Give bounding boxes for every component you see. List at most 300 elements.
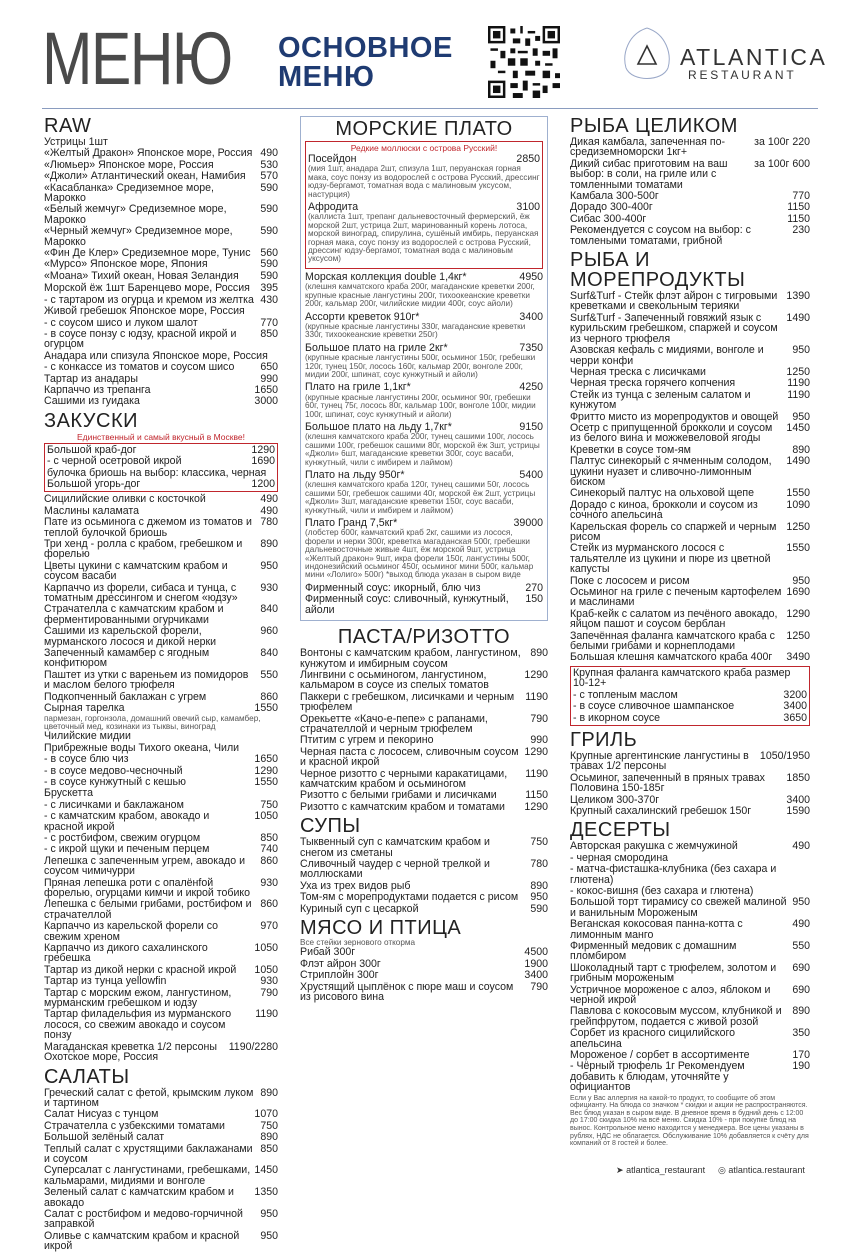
item-name: Surf&Turf - Запеченный говяжий язык с курильским гребешком, спаржей и соусом из черного трюфеля (570, 311, 778, 345)
item-name: Оливье с камчатским крабом и красной икрой (44, 1229, 240, 1253)
plate-price: 3100 (516, 201, 540, 214)
item-name: Дорадо 300-400г (570, 201, 653, 214)
item-price: 740 (260, 843, 278, 856)
item-name: Запечённая фаланга камчатского краба с белыми грибами и корнеплодами (570, 629, 775, 653)
item-name: Тыквенный суп с камчатским крабом и снегом из сметаны (300, 836, 490, 859)
menu-item (44, 731, 278, 741)
section-title-meat: МЯСО И ПТИЦА (300, 917, 462, 940)
menu-item (570, 652, 810, 662)
menu-item (570, 202, 810, 212)
item-price: 1290 (524, 800, 548, 813)
item-price: 490 (260, 504, 278, 517)
menu-item (570, 488, 810, 498)
rare-shellfish-box (305, 141, 543, 269)
item-price: 490 (792, 840, 810, 853)
item-price: 780 (260, 516, 278, 529)
item-price: 3000 (254, 395, 278, 408)
menu-item (44, 271, 278, 281)
menu-item (570, 864, 810, 885)
item-name: Тартар из дикой нерки с красной икрой (44, 963, 237, 976)
menu-item (573, 701, 807, 711)
item-name: Мороженое / сорбет в ассортименте (570, 1049, 750, 1062)
mussels-list (44, 731, 278, 787)
item-name: Тартар с морским ежом, лангустином, мурманским гребешком и юдзу (44, 986, 232, 1010)
desserts-list (570, 841, 810, 1092)
item-name: - с лисичками и баклажаном (44, 798, 184, 811)
menu-item (44, 1132, 278, 1142)
item-name: Дикий сибас приготовим на ваш выбор: в соли, на гриле или с томленными томатами (570, 157, 728, 191)
item-price: 950 (260, 1207, 278, 1220)
item-price: 840 (260, 647, 278, 660)
item-name: Устричное мороженое с алоэ, яблоком и черной икрой (570, 983, 771, 1007)
item-name: Подкопченный баклажан с угрем (44, 690, 207, 703)
item-name: - черная смородина (570, 851, 669, 864)
item-price: 570 (260, 170, 278, 183)
menu-item (570, 609, 810, 630)
item-price: 3400 (783, 700, 807, 713)
item-name: булочка бриошь на выбор: классика, черная (47, 466, 267, 479)
menu-item (44, 766, 278, 776)
item-name: Крупный сахалинский гребешок 150г (570, 804, 752, 817)
item-price: 350 (792, 1027, 810, 1040)
item-name: Карпаччо из карельской форели со свежим хреном (44, 920, 219, 943)
item-name: Салат с ростбифом и медово-горчичной заправкой (44, 1207, 243, 1231)
item-price: 590 (260, 225, 278, 238)
menu-item (44, 800, 278, 810)
item-name: Флэт айрон 300г (300, 957, 381, 970)
item-name: Стриплойн 300г (300, 969, 379, 982)
item-price: 890 (792, 443, 810, 456)
menu-item (570, 522, 810, 543)
item-price: 950 (260, 559, 278, 572)
item-name: Камбала 300-500г (570, 190, 659, 203)
item-price: 1690 (786, 586, 810, 599)
item-name: Живой гребешок Японское море, Россия (44, 305, 245, 318)
item-price: 1190 (787, 388, 810, 401)
footnote: Если у Вас аллергия на какой-то продукт, то сообщите об этом официанту. На блюда со значком * скидки и акции не распространяются. Вес блюд указан в сыром виде. В дневное время в будний день с 12:00 до 17:00 скидка 10% на всё меню. Скидка 10% - при покупке блюд на вынос. Контрольное меню находится у менеджера. Все цены указаны в рублях, НДС не облагается. Обслуживание 10% добавляется к счёту для компаний от 8 гостей и более. (570, 1094, 809, 1148)
item-price: 1550 (786, 487, 810, 500)
instagram-link[interactable]: ◎ atlantica.restaurant (718, 1165, 805, 1175)
item-price: 950 (792, 574, 810, 587)
menu-item (570, 291, 810, 312)
item-name: «Джоли» Атлантический океан, Намибия (44, 170, 246, 183)
menu-item (44, 777, 278, 787)
plate-name: Большое плато на льду 1,7кг* (305, 420, 452, 433)
item-price: 530 (260, 158, 278, 171)
item-price: 1190 (525, 767, 548, 780)
item-name: Маслины каламата (44, 504, 140, 517)
item-price: 550 (792, 940, 810, 952)
menu-item (573, 668, 807, 689)
plate-item (305, 518, 543, 580)
menu-item (570, 390, 810, 411)
item-price: 395 (260, 282, 278, 295)
item-price: 890 (530, 647, 548, 660)
menu-item (44, 743, 278, 753)
item-price: 490 (260, 147, 278, 160)
item-price: 770 (260, 316, 278, 329)
qr-code-icon[interactable] (488, 26, 560, 98)
item-price: 590 (260, 269, 278, 282)
menu-item (44, 856, 278, 877)
menu-item (44, 1144, 278, 1165)
menu-item (300, 947, 548, 957)
section-title-snacks: ЗАКУСКИ (44, 409, 138, 432)
menu-item (44, 160, 278, 170)
item-price: 170 (792, 1049, 810, 1062)
item-price: 990 (260, 372, 278, 385)
telegram-icon: ➤ (616, 1165, 624, 1175)
item-price: 1450 (254, 1164, 278, 1177)
plate-header (305, 312, 543, 322)
item-name: Вонтоны с камчатским крабом, лангустином, кунжутом и имбирным соусом (300, 647, 521, 670)
item-name: - в соусе сливочное шампанское (573, 700, 735, 713)
item-price: за 100г 220 (754, 136, 810, 148)
menu-item (300, 959, 548, 969)
item-price: 1290 (251, 443, 275, 456)
item-price: 840 (260, 603, 278, 616)
item-name: Фирменный соус: икорный, блю чиз (305, 581, 481, 594)
menu-item (300, 881, 548, 891)
menu-item (44, 204, 278, 225)
item-price: 1150 (525, 789, 548, 802)
plate-item (305, 343, 543, 380)
plate-item (305, 422, 543, 467)
menu-item (570, 137, 810, 158)
item-name: - с соусом шисо и луком шалот (44, 316, 198, 329)
item-name: Рекомендуется с соусом на выбор: с томлеными томатами, грибной (570, 224, 751, 247)
plate-price: 9150 (519, 420, 543, 433)
item-name: Тартар из анадары (44, 372, 138, 385)
item-name: - с камчатским крабом, авокадо и красной икрой (44, 810, 210, 833)
item-price: 1290 (786, 607, 810, 620)
item-price: за 100г 600 (754, 157, 810, 170)
menu-item (44, 351, 278, 361)
item-name: Сибас 300-400г (570, 212, 647, 225)
item-name: Паккери с гребешком, лисичками и черным трюфелем (300, 690, 515, 714)
item-price: 1550 (786, 542, 810, 555)
section-title-fish: РЫБА ЦЕЛИКОМ (570, 115, 738, 137)
fish-list (570, 137, 810, 246)
menu-item (305, 594, 543, 615)
menu-title: МЕНЮ (42, 17, 232, 100)
seafood-list (570, 291, 810, 663)
menu-item (44, 137, 278, 147)
menu-item (44, 583, 278, 604)
item-price: 1090 (786, 498, 810, 511)
item-price: 1150 (787, 201, 810, 214)
item-name: - в соусе медово-чесночный (44, 764, 183, 777)
item-name: Куриный суп с цесаркой (300, 902, 419, 915)
plate-price: 7350 (519, 341, 543, 354)
grill-list (570, 751, 810, 816)
item-price: 3200 (783, 688, 807, 701)
item-price: 930 (260, 581, 278, 594)
item-name: Сашими из гуидака (44, 395, 140, 408)
item-price: 1390 (786, 290, 810, 303)
item-price: 850 (260, 1142, 278, 1155)
menu-item (44, 306, 278, 316)
item-price: 430 (260, 293, 278, 306)
item-name: Большой торт тирамису со свежей малиной и ванильным Мороженым (570, 896, 787, 919)
item-price: 1350 (254, 1186, 278, 1199)
menu-item (44, 899, 278, 920)
raw-list-2 (44, 283, 278, 406)
menu-item (570, 378, 810, 388)
menu-item (44, 648, 278, 669)
item-name: Дикая камбала, запеченная по-средиземноморски 1кг+ (570, 136, 725, 159)
menu-item (570, 367, 810, 377)
item-name: Страчателла с узбекскими томатами (44, 1119, 225, 1132)
item-price: 860 (260, 898, 278, 911)
item-name: Пате из осьминога с джемом из томатов и теплой булочкой бриошь (44, 516, 252, 539)
item-price: 890 (260, 1086, 278, 1099)
menu-item (300, 859, 548, 880)
sauces-list (305, 583, 543, 615)
menu-item (44, 811, 278, 832)
item-name: Лепешка с белыми грибами, ростбифом и страчателлой (44, 898, 252, 921)
item-price: 1490 (786, 311, 810, 324)
rare-plates (308, 154, 540, 264)
item-name: Азовская кефаль с мидиями, вонголе и черри конфи (570, 344, 764, 367)
menu-item (300, 735, 548, 745)
item-price: 1900 (524, 957, 548, 970)
item-name: Осьминог, запеченный в пряных травах Половина 150-185г (570, 771, 765, 795)
item-price: 860 (260, 690, 278, 703)
item-name: Стейк из тунца с зеленым салатом и кунжутом (570, 388, 751, 412)
plate-desc: (каллиста 1шт, трепанг дальневосточный фермерский, ёж морской 2шт, устрица 2шт, маринованный корень лотоса, морской виноград, спирулина, сушёный имбирь, перуанская горная мака, соус понзу из водорослей с острова Русский, дрессинг юдзу-бергамот, томатная вода с малиновым уксусом) (308, 212, 539, 264)
item-name: - с черной осетровой икрой (47, 455, 182, 468)
item-name: «Касабланка» Средиземное море, Марокко (44, 181, 214, 205)
menu-item (44, 1088, 278, 1109)
item-price: 1550 (254, 775, 278, 788)
item-name: Птитим с угрем и пекорино (300, 734, 434, 747)
menu-item (44, 1187, 278, 1208)
menu-item (44, 844, 278, 854)
item-name: Чилийские мидии (44, 730, 131, 743)
pasta-list (300, 648, 548, 812)
menu-item (570, 313, 810, 344)
menu-item (44, 1231, 278, 1252)
item-price: 1190 (255, 1008, 278, 1021)
menu-item (44, 1042, 278, 1063)
menu-item (570, 191, 810, 201)
item-price: 960 (260, 625, 278, 638)
menu-item (44, 1109, 278, 1119)
item-name: Дорадо с киноа, брокколи и соусом из сочного апельсина (570, 498, 758, 522)
plate-header (308, 202, 540, 212)
menu-item (44, 788, 278, 798)
plate-price: 4250 (519, 381, 543, 394)
column-middle (300, 116, 548, 1003)
item-price: 950 (530, 891, 548, 904)
item-name: Шоколадный тарт с трюфелем, золотом и грибным мороженым (570, 961, 777, 985)
item-name: «Люмьер» Японское море, Россия (44, 158, 214, 171)
item-price: 1190/2280 (228, 1040, 278, 1053)
section-title-plateau: МОРСКИЕ ПЛАТО (335, 118, 513, 140)
menu-item (44, 1209, 278, 1230)
item-name: Карельская форель со спаржей и черным рисом (570, 520, 777, 543)
menu-item (44, 318, 278, 328)
item-name: «Мурсо» Японское море, Япония (44, 258, 208, 271)
item-name: Магаданская креветка 1/2 персоны Охотское море, Россия (44, 1040, 218, 1064)
menu-item (44, 754, 278, 764)
item-price: 3650 (783, 711, 807, 724)
item-price: 270 (525, 581, 543, 594)
menu-item (300, 670, 548, 691)
item-name: - с конкассе из томатов и соусом шисо (44, 361, 235, 374)
item-name: Сливочный чаудер с черной трелкой и моллюсками (300, 858, 490, 881)
item-price: 790 (260, 986, 278, 999)
item-name: Большой краб-дог (47, 443, 137, 456)
menu-item (570, 445, 810, 455)
item-name: Хрустящий цыплёнок с пюре маш и соусом из рисового вина (300, 980, 514, 1004)
item-name: Рибай 300г (300, 946, 356, 959)
menu-item (570, 773, 810, 794)
item-name: Фирменный медовик с домашним пломбиром (570, 940, 737, 963)
plate-name: Плато Гранд 7,5кг* (305, 517, 398, 530)
item-name: Черная треска с лисичками (570, 365, 706, 378)
menu-item (570, 345, 810, 366)
menu-item (44, 692, 278, 702)
item-name: Черное ризотто с черными каракатицами, камчатским крабом и осьминогом (300, 767, 508, 790)
plate-name: Посейдон (308, 153, 357, 165)
item-name: Surf&Turf - Стейк флэт айрон с тигровыми креветками и свекольным терияки (570, 290, 778, 313)
item-name: Стейк из мурманского лосося с тальятелле из цукини и пюре из цветной капусты (570, 542, 771, 576)
menu-item (44, 878, 278, 899)
menu-item (44, 283, 278, 293)
plate-name: Плато на льду 950г* (305, 469, 405, 481)
menu-item (570, 919, 810, 940)
menu-item (44, 561, 278, 582)
section-title-desserts: ДЕСЕРТЫ (570, 819, 671, 842)
item-price: 1070 (254, 1108, 278, 1121)
item-price: 1290 (524, 668, 548, 681)
item-name: Черная треска горячего копчения (570, 377, 736, 390)
plate-header (305, 343, 543, 353)
plate-name: Большое плато на гриле 2кг* (305, 341, 448, 354)
plate-name: Морская коллекция double 1,4кг* (305, 270, 467, 283)
item-name: «Белый жемчуг» Средиземное море, Марокко (44, 203, 227, 226)
item-name: «Желтый Дракон» Японское море, Россия (44, 147, 253, 160)
item-price: 850 (260, 327, 278, 340)
menu-item (44, 921, 278, 942)
plate-desc: (клешня камчатского краба 120г, тунец сашими 50г, лосось сашими 50г, гребешок сашими 40г, морской ёж 2шт, устрицы «Джоли» 3шт, магаданские креветки 150г, соус васаби, кунжутный, чили и имбирем и лаймом) (305, 480, 536, 515)
item-price: 150 (525, 593, 543, 606)
menu-item (570, 841, 810, 851)
menu-item (570, 795, 810, 805)
header-divider (42, 108, 818, 109)
item-price: 560 (260, 247, 278, 260)
menu-subtitle: ОСНОВНОЕ МЕНЮ (278, 32, 453, 93)
plate-item (305, 470, 543, 515)
item-name: Большой угорь-дог (47, 477, 141, 490)
item-price: 1250 (786, 365, 810, 378)
menu-item (44, 539, 278, 560)
item-name: Греческий салат с фетой, крымским луком и тартином (44, 1086, 254, 1109)
plateau-note: Редкие моллюски с острова Русский! (350, 143, 498, 153)
bruschetta-list (44, 788, 278, 854)
plate-name: Плато на гриле 1,1кг* (305, 381, 411, 394)
menu-item (300, 747, 548, 768)
section-title-seafood: РЫБА И МОРЕПРОДУКТЫ (570, 249, 746, 292)
item-price: 3400 (524, 969, 548, 982)
menu-item (44, 1009, 278, 1040)
menu-item (44, 626, 278, 647)
item-price: 1590 (786, 804, 810, 817)
item-price: 690 (792, 983, 810, 996)
column-left (44, 116, 278, 1253)
menu-item (570, 214, 810, 224)
raw-list (44, 137, 278, 281)
item-name: Сырная тарелка (44, 702, 125, 715)
item-price: 590 (260, 258, 278, 271)
item-name: «Моана» Тихий океан, Новая Зеландия (44, 269, 239, 282)
item-name: Лингвини с осьминогом, лангустином, кальмаром в соусе из спелых томатов (300, 668, 489, 692)
item-name: - Чёрный трюфель 1г Рекомендуем добавить к блюдам, уточняйте у официантов (570, 1060, 745, 1094)
menu-item (573, 713, 807, 723)
item-price: 1290 (254, 764, 278, 777)
item-name: Три хенд - ролла с крабом, гребешком и форелью (44, 538, 243, 561)
plate-header (305, 382, 543, 392)
plate-header (305, 272, 543, 282)
item-name: - матча-фисташка-клубника (без сахара и глютена) (570, 863, 777, 886)
plate-desc: (мия 1шт, анадара 2шт, спизула 1шт, перуанская горная мака, соус понзу из водорослей с острова Русский, дрессинг юдзу-бергамот, томатная вода с малиновым уксусом, настурция) (308, 164, 540, 199)
crab-dog-box (44, 443, 278, 493)
item-name: Синекорый палтус на ольховой щепе (570, 487, 755, 500)
menu-item (300, 769, 548, 790)
menu-item (573, 690, 807, 700)
item-name: Веганская кокосовая панна-котта с лимонным манго (570, 918, 743, 941)
item-name: - с тартаром из огурца и кремом из желтка (44, 293, 254, 306)
menu-item (44, 604, 278, 625)
item-price: 1450 (786, 421, 810, 434)
item-price: 490 (792, 918, 810, 931)
triangle-logo-icon (620, 24, 674, 90)
menu-item (300, 970, 548, 980)
item-price: 890 (792, 1005, 810, 1018)
menu-item (570, 853, 810, 863)
item-price: 550 (260, 668, 278, 681)
item-name: Ризотто с белыми грибами и лисичками (300, 789, 497, 802)
item-name: Сашими из карельской форели, мурманского лосося и дикой нерки (44, 625, 217, 648)
item-name: Фритто мисто из морепродуктов и овощей (570, 410, 779, 423)
item-name: Большой зелёный салат (44, 1131, 165, 1144)
item-name: Авторская ракушка с жемчужиной (570, 840, 738, 853)
section-title-grill: ГРИЛЬ (570, 728, 638, 751)
item-price: 780 (530, 858, 548, 870)
menu-item (44, 1121, 278, 1131)
item-name: Орекьетте «Качо-е-пепе» с рапанами, страчателлой и черным трюфелем (300, 712, 488, 735)
telegram-link[interactable]: ➤ atlantica_restaurant (616, 1165, 706, 1175)
menu-item (44, 1165, 278, 1186)
plate-desc: (клешня камчатского краба 200г, магаданские креветки 200г, крупные красные лангустины 200г, тихоокеанские креветки 200г, кальмар 200г, чилийские мидии 400г, соус айоли) (305, 282, 535, 309)
menu-item (570, 159, 810, 190)
plate-header (305, 518, 543, 528)
item-price: 930 (260, 876, 278, 889)
menu-item (570, 225, 810, 246)
item-name: Анадара или спизула Японское море, Россия (44, 349, 268, 362)
menu-item (44, 171, 278, 181)
menu-item (570, 631, 810, 652)
menu-item (300, 904, 548, 914)
menu-item (305, 583, 543, 593)
plate-desc: (клешня камчатского краба 200г, тунец сашими 100г, лосось сашими 100г, гребешок сашими 80г, морской ёж 3шт, устрицы «Джоли» 6шт, магаданские креветки 300г, соус васаби, кунжутный, чили с имбирем и лаймом) (305, 432, 540, 467)
item-price: 930 (260, 975, 278, 988)
item-price: 1490 (786, 455, 810, 468)
item-price: 890 (530, 879, 548, 892)
plate-item (308, 154, 540, 199)
